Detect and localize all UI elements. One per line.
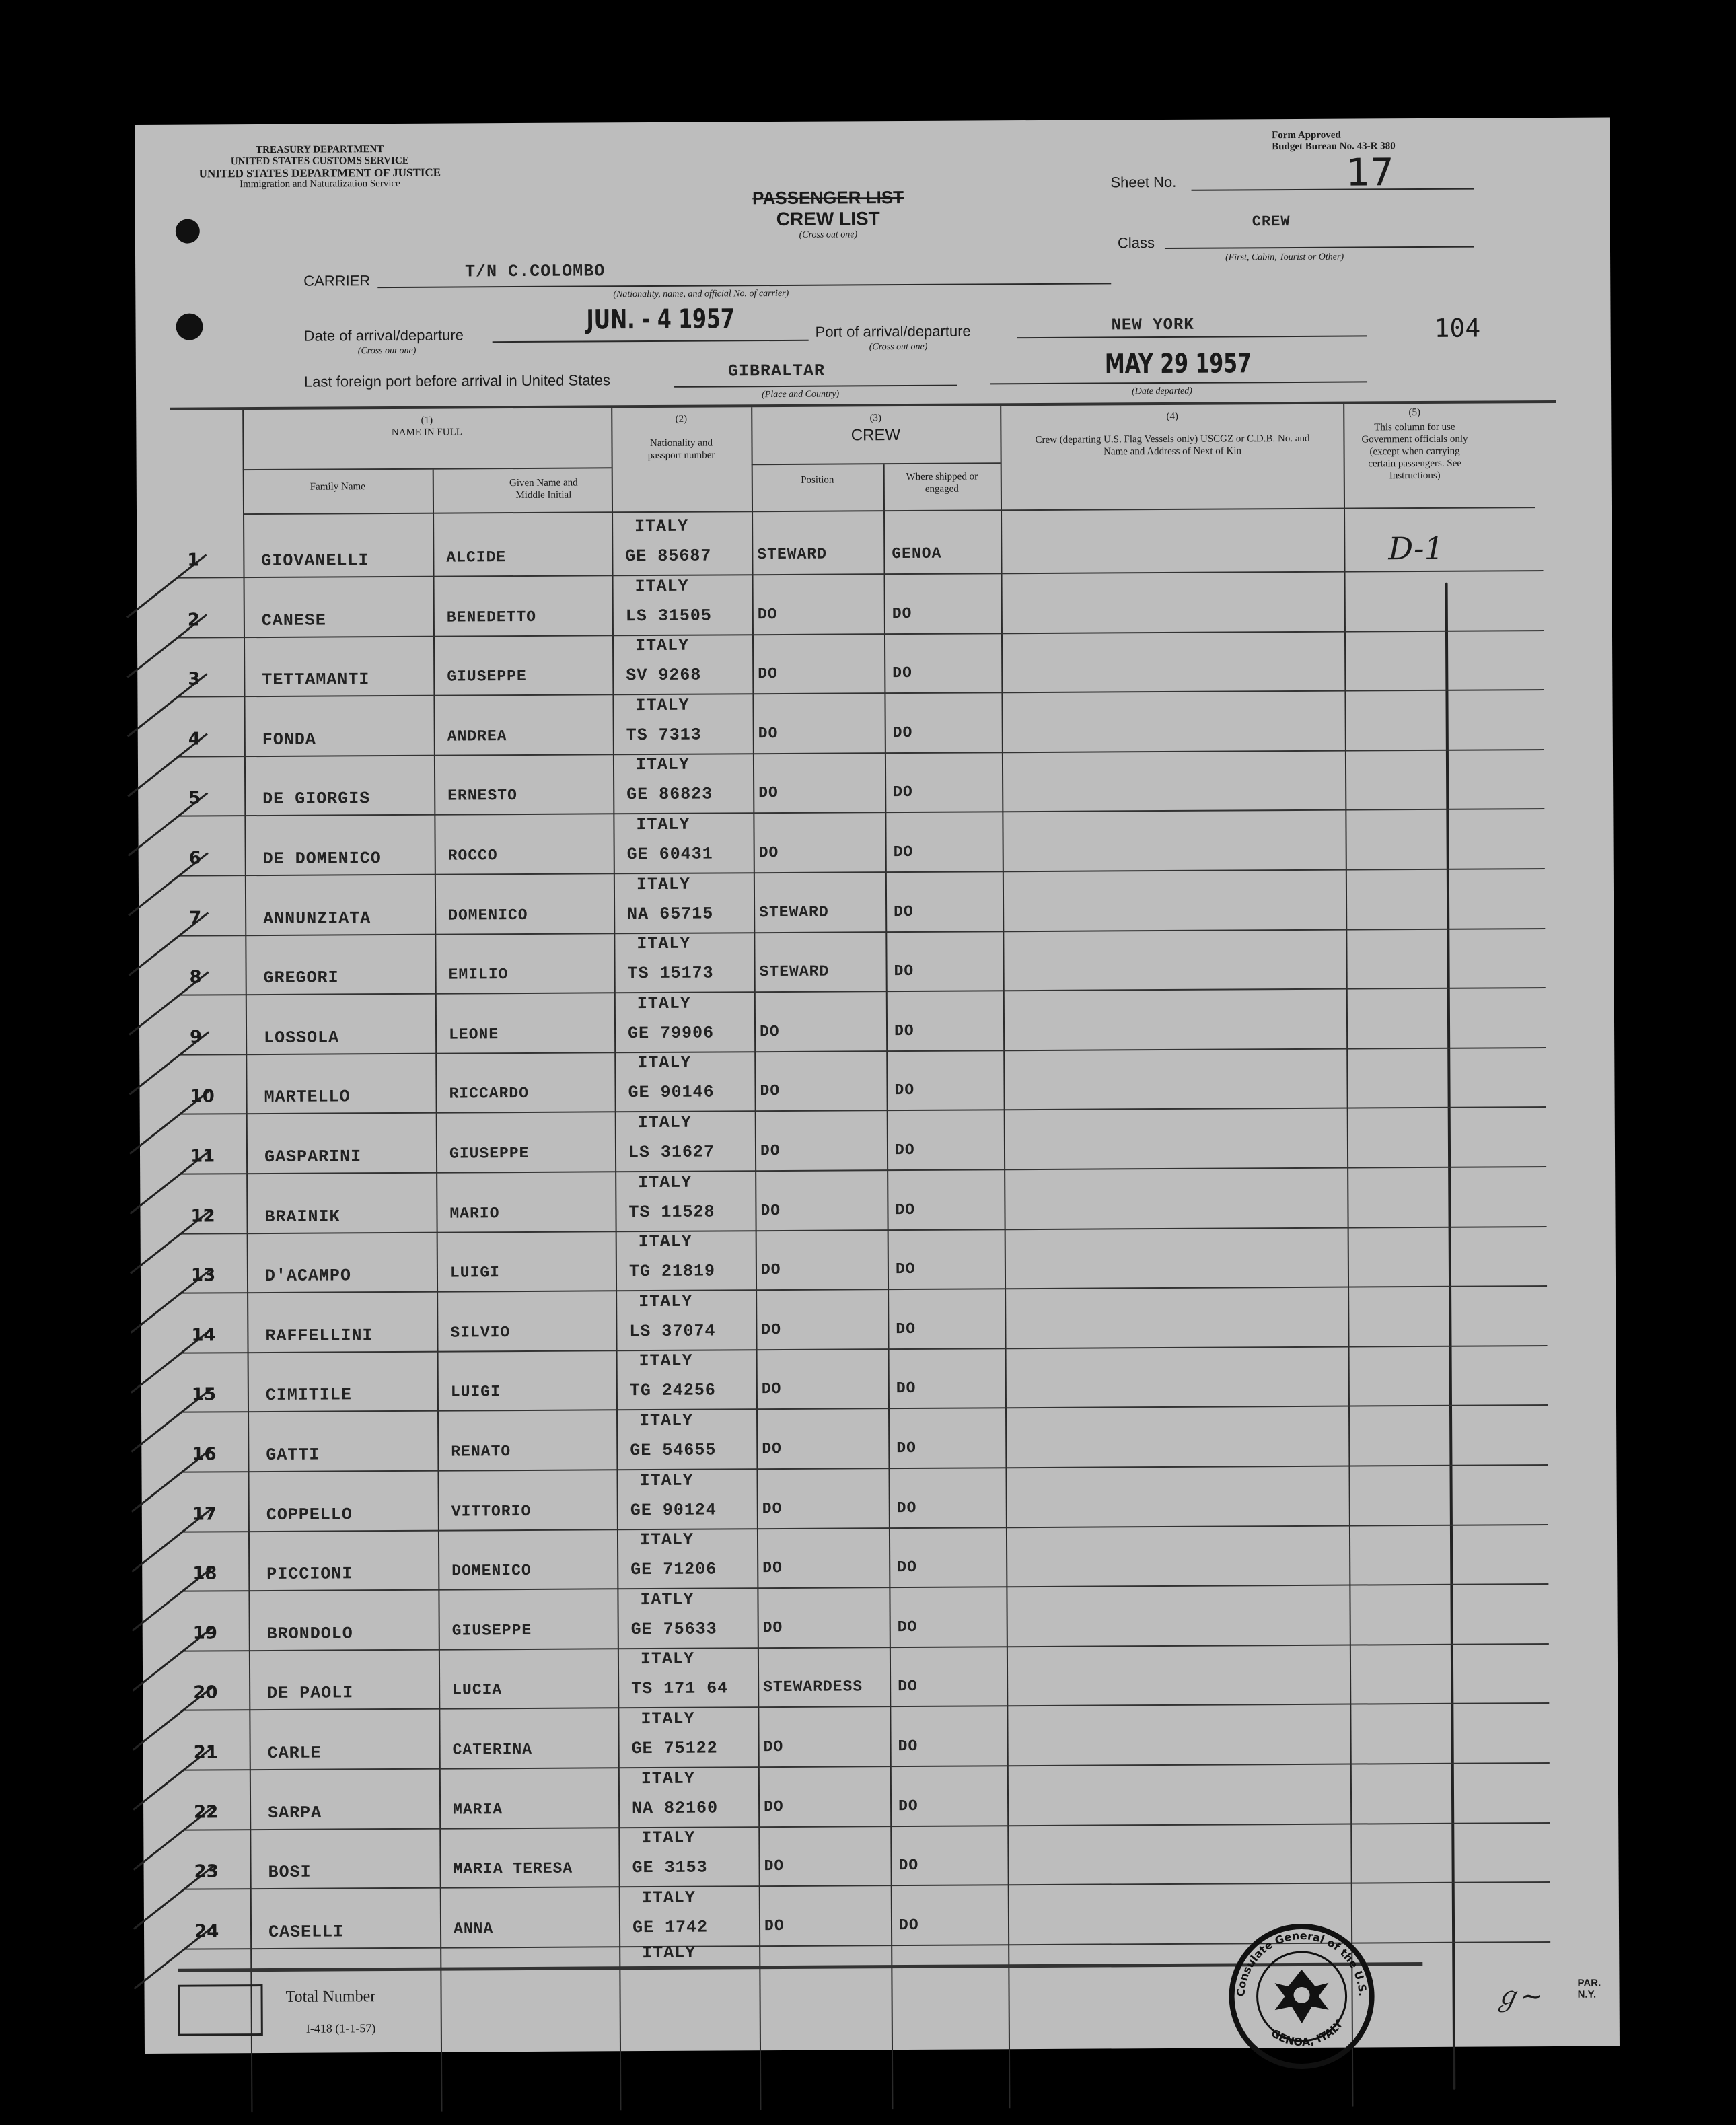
- where-shipped: DO: [893, 783, 913, 801]
- where-shipped: DO: [898, 1678, 918, 1696]
- row-rule: [180, 1106, 1546, 1115]
- family-name: D'ACAMPO: [264, 1266, 352, 1287]
- date-departed-value: MAY 29 1957: [1104, 348, 1252, 380]
- given-name: DOMENICO: [451, 1562, 532, 1580]
- row-rule: [180, 1047, 1546, 1056]
- par-ny: PAR. N.Y.: [1577, 1977, 1601, 2001]
- nationality: ITALY: [635, 755, 690, 775]
- position: DO: [760, 1201, 781, 1219]
- family-name: SARPA: [268, 1803, 322, 1823]
- passport-number: LS 31505: [625, 606, 712, 626]
- col1-header: [242, 413, 611, 439]
- row-number: 3: [188, 669, 201, 690]
- where-shipped: DO: [892, 604, 912, 622]
- punch-hole: [176, 313, 203, 340]
- carrier-label: CARRIER: [303, 272, 371, 289]
- position: DO: [763, 1737, 784, 1756]
- agency-line-4: Immigration and Naturalization Service: [240, 178, 400, 190]
- where-shipped: DO: [895, 1200, 916, 1219]
- given-name: LUCIA: [452, 1681, 503, 1699]
- row-number: 12: [190, 1205, 215, 1227]
- where-shipped: DO: [894, 962, 914, 980]
- nationality: ITALY: [637, 933, 691, 954]
- row-rule: [182, 1583, 1548, 1592]
- passport-number: TS 171 64: [631, 1678, 729, 1699]
- nationality: ITALY: [637, 993, 691, 1013]
- family-name: GASPARINI: [264, 1147, 362, 1167]
- class-note: (First, Cabin, Tourist or Other): [1225, 252, 1344, 263]
- passport-number: GE 75122: [631, 1738, 718, 1759]
- where-shipped: DO: [895, 1260, 916, 1278]
- row-number: 9: [190, 1027, 203, 1048]
- passport-number: TS 15173: [627, 963, 714, 984]
- nationality: ITALY: [641, 1768, 695, 1789]
- passport-number: GE 54655: [630, 1440, 717, 1461]
- row-rule: [184, 1762, 1550, 1771]
- form-number: I-418 (1-1-57): [305, 2021, 376, 2036]
- where-shipped: DO: [898, 1797, 918, 1815]
- given-name: MARIA: [453, 1800, 503, 1819]
- family-name: CASELLI: [268, 1922, 345, 1942]
- nationality: ITALY: [639, 1470, 694, 1490]
- where-shipped: DO: [898, 1857, 919, 1875]
- last-port-note: (Place and Country): [762, 389, 840, 400]
- family-name: DE DOMENICO: [262, 849, 382, 869]
- nationality: ITALY: [641, 1828, 696, 1848]
- position: DO: [761, 1320, 782, 1338]
- family-name: LOSSOLA: [264, 1028, 340, 1048]
- given-name: DOMENICO: [448, 906, 528, 925]
- row-number: 19: [192, 1623, 218, 1644]
- family-name: MARTELLO: [264, 1087, 351, 1108]
- row-number: 20: [193, 1682, 218, 1703]
- sheet-no-value: 17: [1346, 151, 1394, 195]
- passport-number: TS 7313: [626, 725, 702, 745]
- where-shipped: DO: [894, 1141, 915, 1159]
- passport-number: LS 31627: [628, 1142, 715, 1163]
- given-name: LUIGI: [449, 1264, 501, 1282]
- row-number: 23: [194, 1861, 219, 1882]
- passport-number: NA 65715: [627, 904, 714, 924]
- nationality: ITALY: [639, 1351, 693, 1371]
- agency-line-2: UNITED STATES CUSTOMS SERVICE: [230, 155, 409, 168]
- nationality: ITALY: [640, 1649, 695, 1669]
- row-number: 18: [192, 1563, 217, 1584]
- total-number-label: Total Number: [285, 1988, 376, 2006]
- given-name: MARIA TERESA: [453, 1859, 573, 1878]
- given-name: RICCARDO: [449, 1085, 530, 1103]
- row-number: 16: [192, 1444, 217, 1465]
- page-number: 104: [1434, 313, 1481, 343]
- row-rule: [180, 987, 1546, 996]
- where-shipped: DO: [892, 723, 913, 742]
- given-name: GIUSEPPE: [447, 668, 527, 686]
- family-name: CIMITILE: [265, 1385, 352, 1406]
- position: DO: [762, 1499, 783, 1517]
- arrival-date-label: Date of arrival/departure: [303, 326, 464, 345]
- nationality: ITALY: [635, 635, 690, 656]
- nationality: ITALY: [636, 874, 691, 894]
- class-label: Class: [1117, 234, 1155, 252]
- family-name: PICCIONI: [266, 1564, 353, 1585]
- nationality: IATLY: [640, 1589, 694, 1610]
- row-number: 2: [187, 610, 201, 631]
- row-rule: [178, 749, 1544, 758]
- where-shipped: DO: [896, 1379, 916, 1398]
- family-name: ANNUNZIATA: [263, 908, 371, 929]
- family-name: GIOVANELLI: [261, 550, 369, 571]
- col3-num: (3): [869, 412, 882, 424]
- family-name: CANESE: [261, 610, 326, 631]
- given-name: LEONE: [449, 1025, 499, 1044]
- position-header: Position: [801, 474, 834, 486]
- passport-number: GE 90146: [628, 1082, 715, 1103]
- position: DO: [762, 1559, 783, 1577]
- row-rule: [182, 1524, 1548, 1533]
- passport-number: GE 71206: [630, 1559, 717, 1580]
- position: DO: [762, 1439, 782, 1458]
- row-number: 24: [194, 1921, 219, 1942]
- form-title: [707, 187, 949, 242]
- where-header: Where shipped or engaged: [906, 471, 978, 495]
- row-number: 10: [190, 1086, 215, 1107]
- given-name: VITTORIO: [451, 1502, 532, 1521]
- position: DO: [758, 844, 779, 862]
- row-rule: [183, 1702, 1549, 1711]
- position: STEWARD: [759, 962, 830, 981]
- where-shipped: DO: [898, 1916, 919, 1934]
- nationality: ITALY: [639, 1410, 694, 1431]
- where-shipped: DO: [892, 664, 912, 682]
- row-rule: [179, 928, 1545, 937]
- col2-header: [611, 412, 751, 462]
- date-departed-note: (Date departed): [1132, 386, 1192, 397]
- row-number: 7: [189, 908, 202, 929]
- row-number: 8: [189, 967, 202, 988]
- nationality: ITALY: [638, 1231, 692, 1252]
- given-name: LUIGI: [450, 1383, 501, 1401]
- where-shipped: DO: [894, 1081, 915, 1100]
- col4-header: [1011, 410, 1334, 459]
- passport-number: GE 1742: [632, 1917, 709, 1937]
- given-name: ALCIDE: [446, 548, 507, 567]
- nationality: ITALY: [635, 695, 690, 715]
- position: DO: [760, 1082, 781, 1100]
- row-rule: [182, 1404, 1548, 1413]
- arrival-date-value: JUN. - 4 1957: [586, 303, 735, 336]
- passport-number: NA 82160: [632, 1798, 719, 1818]
- form-approved-line-2: Budget Bureau No. 43-R 380: [1272, 141, 1396, 153]
- family-name: BRONDOLO: [266, 1624, 353, 1644]
- svg-text:GENOA, ITALY: [1269, 2017, 1346, 2048]
- position: DO: [758, 724, 779, 742]
- given-name-header: Given Name and Middle Initial: [509, 477, 578, 501]
- family-name: CARLE: [267, 1743, 322, 1763]
- passport-number: GE 60431: [626, 844, 713, 865]
- row-rule: [181, 1285, 1547, 1294]
- col3-header: [751, 411, 1000, 445]
- col1-title: NAME IN FULL: [391, 427, 462, 439]
- col4-title: Crew (departing U.S. Flag Vessels only) USCGZ or C.D.B. No. and Name and Address of Next of Kin: [1035, 433, 1310, 458]
- row-number: 22: [194, 1801, 219, 1823]
- position: DO: [757, 605, 778, 623]
- family-name: RAFFELLINI: [265, 1325, 373, 1346]
- col4-num: (4): [1166, 410, 1179, 422]
- where-shipped: DO: [898, 1737, 918, 1756]
- position: STEWARDESS: [763, 1678, 863, 1696]
- nationality: ITALY: [637, 1112, 692, 1133]
- row-number: 1: [187, 550, 200, 571]
- last-port-value: GIBRALTAR: [727, 361, 826, 382]
- seal-text: Consulate General of the U.S.: [1234, 1929, 1369, 1997]
- row-rule: [178, 630, 1544, 639]
- passport-number: TG 21819: [628, 1261, 716, 1282]
- given-name: ROCCO: [447, 847, 498, 865]
- nationality: ITALY: [637, 1053, 692, 1073]
- family-name: COPPELLO: [266, 1504, 353, 1525]
- form-approved-line-1: Form Approved: [1272, 129, 1341, 141]
- agency-line-3: UNITED STATES DEPARTMENT OF JUSTICE: [198, 166, 441, 180]
- position: DO: [761, 1380, 782, 1398]
- col5-header: [1347, 406, 1482, 482]
- family-name: GATTI: [266, 1445, 320, 1466]
- passport-number: TG 24256: [629, 1380, 716, 1401]
- row-rule: [178, 570, 1544, 579]
- given-name: GIUSEPPE: [451, 1621, 532, 1640]
- position: STEWARD: [759, 903, 829, 921]
- given-name: GIUSEPPE: [449, 1144, 530, 1163]
- position: DO: [764, 1797, 784, 1815]
- row-number: 17: [192, 1503, 217, 1525]
- nationality: ITALY: [636, 814, 690, 835]
- agency-header: [175, 143, 464, 190]
- nationality: ITALY: [638, 1172, 692, 1192]
- passenger-list-struck: PASSENGER LIST: [752, 187, 904, 209]
- punch-hole: [176, 219, 200, 243]
- given-name: ANDREA: [447, 727, 507, 746]
- agency-line-1: TREASURY DEPARTMENT: [256, 144, 384, 156]
- col3-title: CREW: [851, 426, 901, 445]
- title-note: (Cross out one): [799, 229, 858, 240]
- passport-number: TS 11528: [628, 1202, 715, 1222]
- crew-list-form: [135, 118, 1620, 2054]
- where-shipped: DO: [893, 842, 914, 861]
- row-rule: [178, 808, 1544, 817]
- row-rule: [178, 689, 1544, 698]
- given-name: RENATO: [451, 1443, 511, 1461]
- row-number: 6: [188, 848, 201, 869]
- carrier-note: (Nationality, name, and official No. of carrier): [613, 288, 789, 300]
- row-number: 4: [188, 729, 201, 750]
- passport-number: GE 3153: [632, 1857, 708, 1878]
- where-shipped: DO: [897, 1558, 917, 1577]
- row-number: 14: [191, 1325, 216, 1346]
- row-number: 13: [190, 1265, 216, 1286]
- passport-number: SV 9268: [626, 665, 702, 686]
- col1-num: (1): [421, 415, 433, 426]
- family-name: BOSI: [268, 1862, 312, 1883]
- sheet-no-label: Sheet No.: [1110, 173, 1177, 191]
- where-shipped: GENOA: [892, 544, 942, 563]
- consulate-seal: [1227, 1922, 1376, 2070]
- passport-number: GE 90124: [630, 1500, 717, 1520]
- passport-number: GE 79906: [627, 1023, 715, 1043]
- crew-list-title: CREW LIST: [776, 208, 880, 230]
- family-name: FONDA: [262, 729, 316, 750]
- given-name: BENEDETTO: [446, 608, 537, 626]
- row-number: 21: [193, 1742, 218, 1763]
- nationality: ITALY: [641, 1887, 696, 1908]
- family-name: BRAINIK: [264, 1206, 340, 1227]
- seal-city: GENOA, ITALY: [1268, 2017, 1346, 2049]
- given-name: CATERINA: [452, 1740, 533, 1759]
- col2-title: Nationality and passport number: [647, 437, 715, 462]
- total-number-box[interactable]: [178, 1984, 262, 2036]
- nationality: ITALY: [635, 576, 689, 596]
- given-name: ERNESTO: [447, 787, 517, 805]
- nationality: ITALY: [639, 1529, 694, 1550]
- where-shipped: DO: [896, 1320, 916, 1338]
- family-name: TETTAMANTI: [262, 670, 370, 690]
- col5-title: This column for use Government officials only (except when carrying certain passengers. See Instructions): [1361, 421, 1468, 482]
- carrier-value: T/N C.COLOMBO: [465, 261, 606, 282]
- where-shipped: DO: [894, 902, 914, 921]
- row-number: 5: [188, 788, 201, 809]
- where-shipped: DO: [894, 1021, 914, 1040]
- row-rule: [184, 1881, 1550, 1890]
- passport-number: GE 85687: [625, 546, 712, 567]
- passport-number: GE 75633: [630, 1619, 717, 1639]
- where-shipped: DO: [896, 1439, 916, 1457]
- passport-number: GE 86823: [626, 784, 713, 805]
- handwritten-annotation: D-1: [1388, 530, 1445, 567]
- row-rule: [179, 868, 1545, 877]
- row-rule: [182, 1345, 1548, 1354]
- family-name: DE PAOLI: [267, 1683, 354, 1704]
- nationality-extra: ITALY: [642, 1943, 696, 1964]
- col2-num: (2): [675, 413, 688, 425]
- where-shipped: DO: [896, 1499, 917, 1517]
- given-name: EMILIO: [448, 966, 509, 984]
- nationality: ITALY: [639, 1291, 693, 1311]
- nationality: ITALY: [641, 1708, 695, 1729]
- position: DO: [760, 1261, 781, 1279]
- family-name-header: Family Name: [310, 481, 365, 493]
- position: STEWARD: [757, 545, 828, 564]
- initials-signature: ℊ∼: [1493, 1981, 1544, 2013]
- position: DO: [758, 784, 779, 802]
- row-number: 11: [190, 1146, 215, 1167]
- row-number: 15: [191, 1384, 217, 1405]
- position: DO: [762, 1618, 783, 1636]
- given-name: ANNA: [453, 1920, 494, 1938]
- row-rule: [181, 1226, 1547, 1235]
- position: DO: [764, 1916, 785, 1935]
- nationality: ITALY: [635, 516, 689, 537]
- family-name: DE GIORGIS: [262, 789, 371, 809]
- given-name: SILVIO: [450, 1323, 511, 1342]
- last-port-label: Last foreign port before arrival in United States: [303, 371, 610, 390]
- form-approved: [1272, 129, 1474, 153]
- port-value: NEW YORK: [1111, 316, 1194, 335]
- position: DO: [764, 1857, 785, 1875]
- col5-num: (5): [1408, 407, 1421, 419]
- given-name: MARIO: [449, 1204, 500, 1223]
- family-name: GREGORI: [263, 968, 339, 988]
- port-note: (Cross out one): [869, 341, 928, 353]
- port-label: Port of arrival/departure: [815, 322, 971, 340]
- arrival-date-note: (Cross out one): [357, 345, 417, 357]
- position: DO: [760, 1141, 781, 1160]
- position: DO: [759, 1022, 780, 1040]
- class-value: CREW: [1252, 213, 1291, 231]
- row-rule: [182, 1464, 1548, 1473]
- row-rule: [184, 1822, 1550, 1831]
- row-rule: [180, 1166, 1546, 1175]
- passport-number: LS 37074: [629, 1321, 716, 1341]
- position: DO: [758, 665, 778, 683]
- where-shipped: DO: [897, 1618, 918, 1636]
- row-rule: [183, 1643, 1549, 1652]
